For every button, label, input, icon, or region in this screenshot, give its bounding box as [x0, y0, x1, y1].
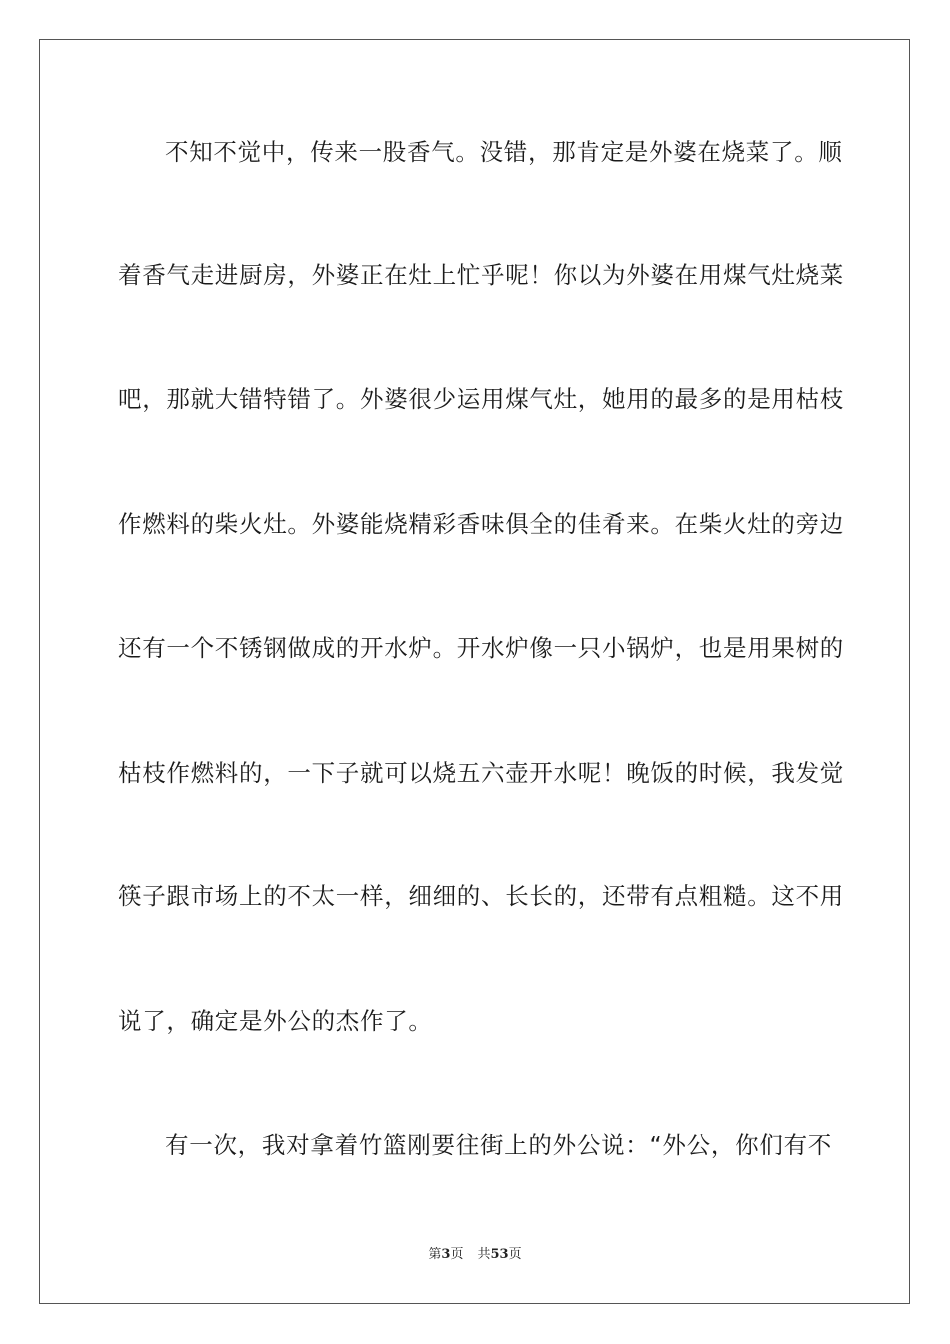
paragraph-line-5: 还有一个不锈钢做成的开水炉。开水炉像一只小锅炉，也是用果树的 — [118, 634, 844, 662]
page-total-count: 53 — [490, 1247, 509, 1262]
paragraph-line-4: 作燃料的柴火灶。外婆能烧精彩香味俱全的佳肴来。在柴火灶的旁边 — [118, 510, 844, 538]
page-number-current: 3 — [441, 1247, 451, 1262]
paragraph-line-6: 枯枝作燃料的，一下子就可以烧五六壶开水呢！晚饭的时候，我发觉 — [118, 759, 844, 787]
paragraph-line-9: 有一次，我对拿着竹篮刚要往街上的外公说：“外公，你们有不 — [165, 1131, 832, 1159]
page-border — [39, 39, 910, 1304]
page-total-unit: 页 — [508, 1247, 522, 1262]
paragraph-line-2: 着香气走进厨房，外婆正在灶上忙乎呢！你以为外婆在用煤气灶烧菜 — [118, 261, 844, 289]
paragraph-line-7: 筷子跟市场上的不太一样，细细的、长长的，还带有点粗糙。这不用 — [118, 882, 844, 910]
paragraph-line-8: 说了，确定是外公的杰作了。 — [118, 1007, 433, 1035]
page-footer — [0, 1246, 950, 1264]
paragraph-line-3: 吧，那就大错特错了。外婆很少运用煤气灶，她用的最多的是用枯枝 — [118, 385, 844, 413]
paragraph-line-1: 不知不觉中，传来一股香气。没错，那肯定是外婆在烧菜了。顺 — [165, 138, 843, 166]
page-total-prefix: 共 — [477, 1247, 491, 1262]
page-number-unit: 页 — [450, 1247, 464, 1262]
page-number-prefix: 第 — [428, 1247, 442, 1262]
